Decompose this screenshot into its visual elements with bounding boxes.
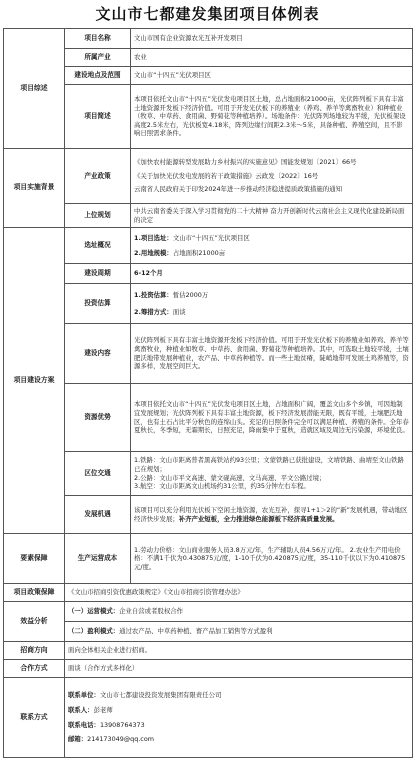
period-label: 建设周期 [65, 264, 131, 284]
period-value: 6-12个月 [131, 264, 413, 284]
policy-guarantee-value: 《文山市招商引资优惠政策规定》《文山市招商引资管理办法》 [65, 584, 413, 602]
site-item-text: 文山市“十四五”光伏项目区 [172, 233, 250, 242]
section-cooperation: 合作方式 [4, 660, 65, 678]
operation-mode-value: 企业自营或者股权合作 [119, 607, 184, 616]
site-label: 选址概况 [65, 228, 131, 264]
contact-unit: 文山市七都建设投资发展集团有限责任公司 [99, 691, 222, 700]
cooperation-value: 面谈（合作方式多样化） [65, 660, 413, 678]
traffic-value [131, 452, 413, 496]
site-value [131, 228, 413, 264]
profit-mode-label: （二）盈利模式： [68, 627, 120, 636]
contact-email-label: 邮箱： [68, 735, 88, 744]
site-item-num: 1.项目选址： [134, 233, 173, 242]
operation-mode-label: （一）运营模式： [68, 607, 120, 616]
section-background: 项目实施背景 [4, 149, 65, 228]
content-label: 建设内容 [65, 324, 131, 384]
chance-text: 该项目可以充分利用光伏板下空闲土地资源，农光互补，探寻1+1＞2的“新”发展机遇，带动地区经济快步发展； [134, 505, 408, 523]
industry-value: 农业 [131, 49, 413, 67]
project-name-label: 项目名称 [65, 29, 131, 49]
section-overview: 项目综述 [4, 29, 65, 149]
policy-item: 云南省人民政府关于印发2024年进一步推动经济稳进提质政策措施的通知 [134, 185, 342, 194]
industry-label: 所属产业 [65, 49, 131, 67]
invest-value [131, 284, 413, 324]
contact-phone: 13908764373 [99, 720, 145, 729]
site-item-text: 占地面积21000亩 [172, 248, 226, 257]
traffic-item: 2.公路：文山市平文高速、蒙文砚高速、文马高速、平文公路过境； [134, 473, 326, 482]
contact-unit-label: 联系单位： [68, 691, 100, 700]
policy-value [131, 149, 413, 204]
project-name-value: 文山市国有企业资源农光互补开发项目 [131, 29, 413, 49]
upper-plan-value: 中共云南省委关于深入学习贯彻党的二十大精神 奋力开创新时代云南社会主义现代化建设新局面的决定 [131, 204, 413, 228]
project-table [3, 28, 413, 758]
site-item-num: 2.用地规模： [134, 248, 173, 257]
invest-item-num: 2.筹措方式： [134, 307, 173, 316]
brief-value: 本项目依托文山市“十四五”光伏发电项目区土地，总占地面积21000亩，光伏阵列板下具有丰富土地资源开发板下经济价值。可用于开发光伏板下的养殖业（养鸡、养羊等禽畜牧业）和种植业（牧草、中草药、食用菌、野菊花等种植培养）。场地条件：光伏阵列场地较为平缓，光伏板架设高度2.5米左右，光伏板宽4.18米，阵列边缘行间距2.3米～5米，具备种植、养殖空间，且不影响日照需求条件。 [131, 85, 413, 149]
invest-label: 投资估算 [65, 284, 131, 324]
chance-highlight: 补齐产业短板，全力推进绿色能源板下经济高质量发展。 [178, 514, 339, 523]
invest-item-text: 面谈 [172, 307, 186, 316]
contact-person-label: 联系人： [68, 705, 94, 714]
location-label: 建设地点及范围 [65, 67, 131, 85]
cost-value: 1.劳动力价格：文山商业服务人员3.8万元/年，生产辅助人员4.56万元/年。 2.农业生产用电价格：不满1千伏为0.430875元/度，1-10千伏为0.420875元/度，35-110千伏以下为0.410875元/度。 [131, 534, 413, 584]
brief-label: 项目简述 [65, 85, 131, 149]
section-guarantee: 要素保障 [4, 534, 65, 584]
traffic-item: 1.铁路：文山市距离普者黑高铁站约93公里；文蒙铁路已获批建设，文靖铁路、曲靖至文山铁路已在规划； [134, 456, 404, 473]
chance-value [131, 496, 413, 534]
section-contact: 联系方式 [4, 678, 65, 758]
traffic-label: 区位交通 [65, 452, 131, 496]
contact-value [65, 678, 413, 758]
advantage-label: 资源优势 [65, 384, 131, 452]
contact-person: 彭老师 [93, 705, 113, 714]
contact-email[interactable]: 214173049@qq.com [87, 735, 154, 744]
section-benefit: 效益分析 [4, 602, 65, 642]
section-invest-direction: 招商方向 [4, 642, 65, 660]
cost-label: 生产运营成本 [65, 534, 131, 584]
invest-item-num: 1.投资估算： [134, 290, 173, 299]
section-policy: 项目政策保障 [4, 584, 65, 602]
policy-label: 产业政策 [65, 149, 131, 204]
traffic-item: 3.航空：文山市距离文山机场约31公里，约35分钟左右车程。 [134, 482, 310, 491]
chance-label: 发展机遇 [65, 496, 131, 534]
profit-mode-value: 通过农产品、中草药种植、畜产品加工销售等方式盈利 [119, 627, 273, 636]
advantage-value: 本项目依托文山市“十四五”光伏发电项目区土地，占地面积广阔，覆盖文山多个乡镇，可因地制宜发展规划；光伏阵列板下具有丰富土地资源，板下经济发展潜能无限，既有平缓，土壤肥沃地区，也有土石占比平分秋色的连绵山头。充足的日照条件完全可以满足种植、养殖的条件。全年春夏秋长，冬季短，无霜期长，日照充足，降雨集中于夏秋，造就区域及周边无污染源，环境优良。 [131, 384, 413, 452]
page-title: 文山市七都建发集团项目体例表 [95, 5, 320, 23]
contact-phone-label: 联系电话： [68, 720, 100, 729]
policy-item: 《加快农村能源转型发展助力乡村振兴的实施意见》国能发规划〔2021〕66号 [134, 158, 357, 167]
operation-mode [65, 602, 413, 622]
content-value: 光伏阵列板下具有丰富土地资源开发板下经济价值。可用于开发光伏板下的养殖业如养鸡、养羊等禽畜牧业，种植业如牧草、中草药、食用菌、野菊花等种植培养。其中，可选取土地较平缓，土壤肥沃地带发展种植业，农产品、中草药种植等。而一些土地贫瘠，陡峭地带可发展土鸡养殖等，资源多样，发展空间巨大。 [131, 324, 413, 384]
policy-item: 《关于加快光伏发电发展的若干政策措施》云政发〔2022〕16号 [134, 171, 319, 180]
location-value: 文山市“十四五”光伏项目区 [131, 67, 413, 85]
invest-item-text: 暂估2000万 [172, 290, 209, 299]
profit-mode [65, 622, 413, 642]
invest-direction-value: 面向全体相关企业进行招商。 [65, 642, 413, 660]
section-plan: 项目建设方案 [4, 228, 65, 534]
upper-plan-label: 上位规划 [65, 204, 131, 228]
